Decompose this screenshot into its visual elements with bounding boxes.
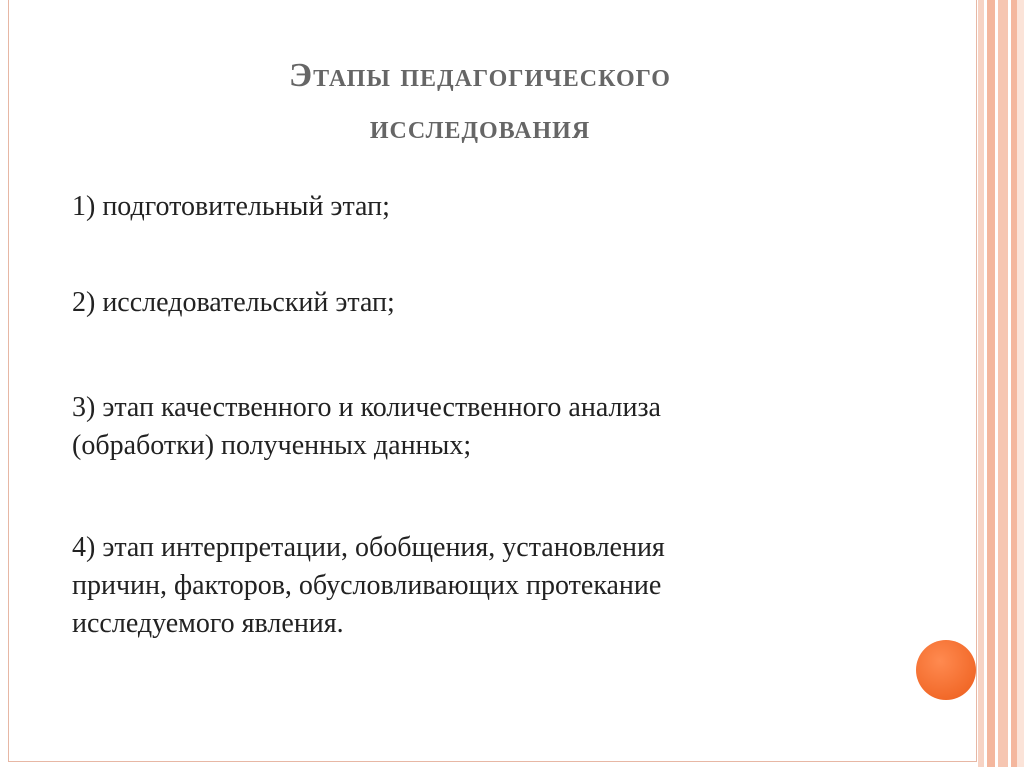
list-item-text: 4) этап интерпретации, обобщения, установления (72, 532, 665, 563)
list-item-text: 2) исследовательский этап; (72, 287, 395, 318)
list-item-text: причин, факторов, обусловливающих протекание (72, 570, 662, 601)
stripe (998, 0, 1008, 767)
decorative-stripes (978, 0, 1024, 767)
list-item-text: 3) этап качественного и количественного анализа (72, 392, 661, 423)
stripe (1017, 0, 1024, 767)
list-item-stage-3 (72, 389, 661, 465)
stripe (987, 0, 995, 767)
slide-title (120, 50, 840, 154)
list-item-text: исследуемого явления. (72, 608, 344, 639)
list-item-text: 1) подготовительный этап; (72, 191, 390, 222)
list-item-stage-1 (72, 188, 390, 226)
title-line-1: Этапы педагогического (289, 57, 671, 94)
list-item-stage-4 (72, 529, 665, 643)
list-item-text: (обработки) полученных данных; (72, 430, 472, 461)
title-line-2: исследования (369, 109, 591, 146)
list-item-stage-2 (72, 284, 395, 322)
orange-circle-icon (916, 640, 976, 700)
